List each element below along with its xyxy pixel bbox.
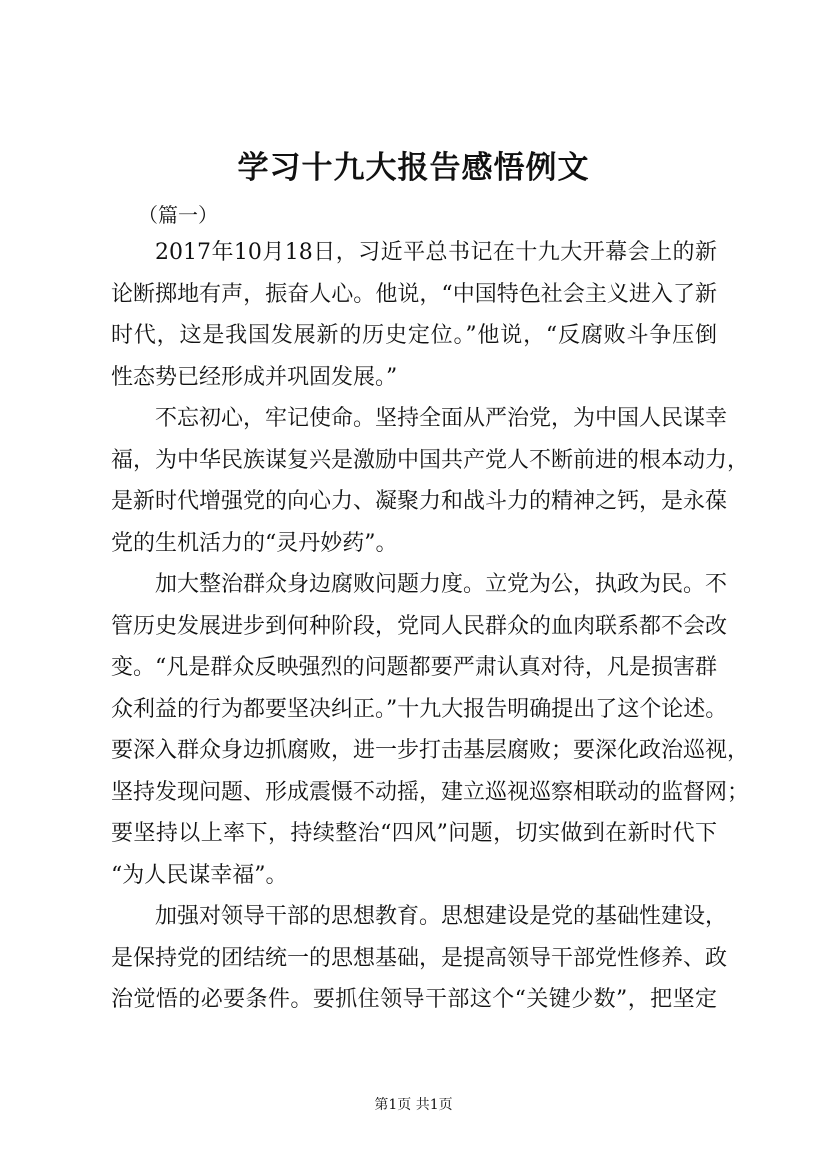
paragraph-line: 要坚持以上率下，持续整治“四风”问题，切实做到在新时代下 bbox=[111, 821, 717, 846]
paragraph-line: 福，为中华民族谋复兴是激励中国共产党人不断前进的根本动力， bbox=[111, 447, 750, 473]
section-label: （篇一） bbox=[138, 203, 218, 227]
paragraph-line: 坚持发现问题、形成震慑不动摇，建立巡视巡察相联动的监督网； bbox=[111, 779, 750, 805]
paragraph-line: 加强对领导干部的思想教育。思想建设是党的基础性建设， bbox=[155, 904, 728, 929]
paragraph-line: 论断掷地有声，振奋人心。他说，“中国特色社会主义进入了新 bbox=[111, 281, 717, 307]
paragraph-line: 时代，这是我国发展新的历史定位。”他说，“反腐败斗争压倒 bbox=[111, 323, 717, 348]
document-title: 学习十九大报告感悟例文 bbox=[237, 150, 590, 186]
paragraph-line: 变。“凡是群众反映强烈的问题都要严肃认真对待，凡是损害群 bbox=[111, 655, 717, 680]
paragraph-line: 2017年10月18日，习近平总书记在十九大开幕会上的新 bbox=[155, 240, 717, 265]
paragraph-line: 性态势已经形成并巩固发展。” bbox=[111, 364, 398, 390]
paragraph-line: “为人民谋幸福”。 bbox=[111, 862, 288, 888]
paragraph-line: 治觉悟的必要条件。要抓住领导干部这个“关键少数”，把坚定 bbox=[111, 987, 717, 1012]
document-body bbox=[111, 232, 750, 1021]
paragraph-line: 党的生机活力的“灵丹妙药”。 bbox=[111, 530, 398, 556]
paragraph-line: 加大整治群众身边腐败问题力度。立党为公，执政为民。不 bbox=[155, 572, 728, 597]
paragraph-line: 不忘初心，牢记使命。坚持全面从严治党，为中国人民谋幸 bbox=[155, 406, 728, 431]
paragraph-line: 是保持党的团结统一的思想基础，是提高领导干部党性修养、政 bbox=[111, 945, 728, 971]
paragraph-line: 要深入群众身边抓腐败，进一步打击基层腐败；要深化政治巡视， bbox=[111, 738, 750, 763]
paragraph-line: 众利益的行为都要坚决纠正。”十九大报告明确提出了这个论述。 bbox=[111, 696, 728, 722]
paragraph-line: 管历史发展进步到何种阶段，党同人民群众的血肉联系都不会改 bbox=[111, 613, 728, 639]
paragraph-line: 是新时代增强党的向心力、凝聚力和战斗力的精神之钙，是永葆 bbox=[111, 489, 728, 514]
page-footer: 第1页 共1页 bbox=[374, 1097, 453, 1113]
